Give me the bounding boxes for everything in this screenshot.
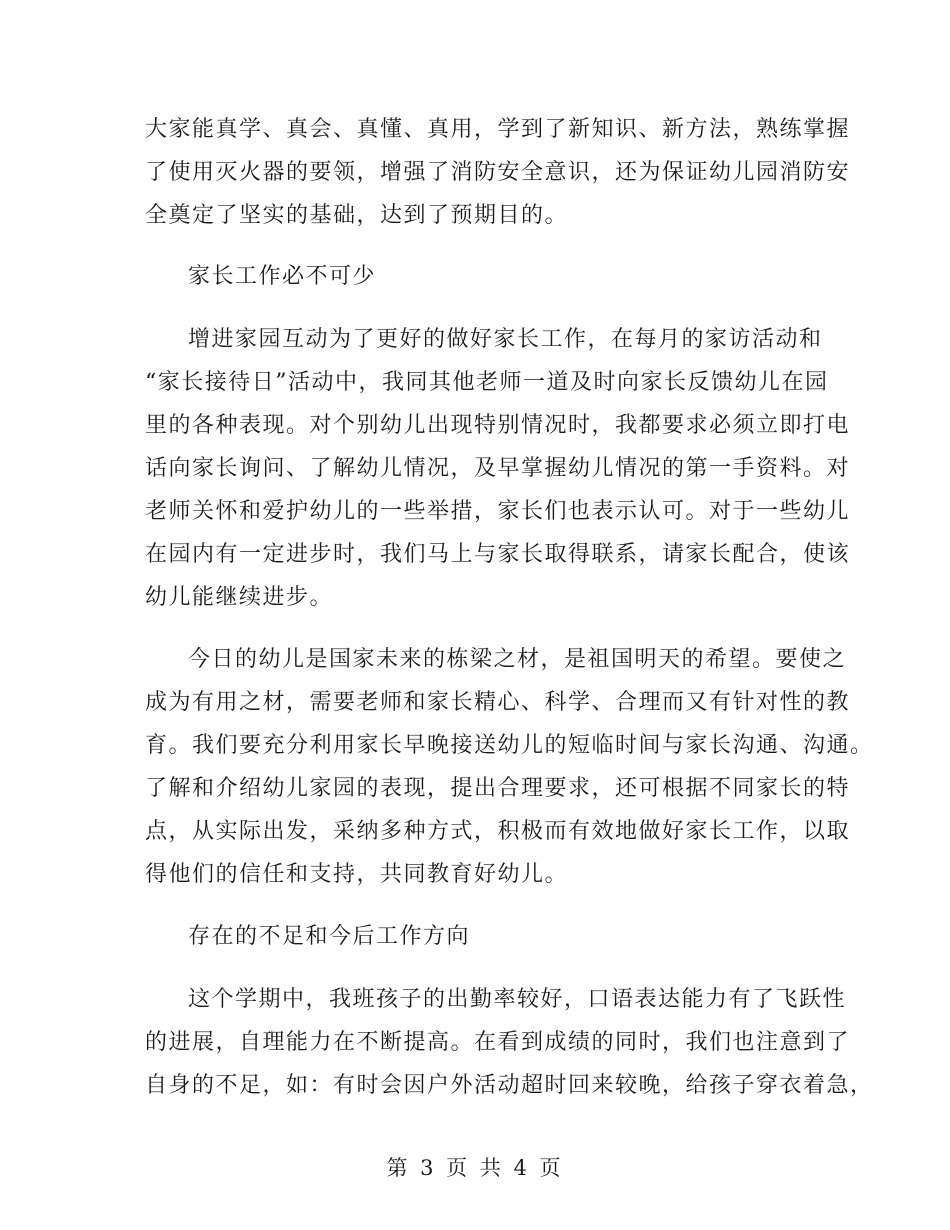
section-heading: 存在的不足和今后工作方向 bbox=[188, 924, 471, 949]
paragraph-line: 增进家园互动为了更好的做好家长工作，在每月的家访活动和 bbox=[188, 327, 823, 352]
page-number-footer: 第 3 页 共 4 页 bbox=[386, 1156, 564, 1180]
section-heading: 家长工作必不可少 bbox=[188, 264, 377, 289]
paragraph-line: 了使用灭火器的要领，增强了消防安全意识，还为保证幼儿园消防安 bbox=[145, 160, 851, 185]
paragraph-line: 了解和介绍幼儿家园的表现，提出合理要求，还可根据不同家长的特 bbox=[145, 776, 851, 801]
paragraph-line: 得他们的信任和支持，共同教育好幼儿。 bbox=[145, 862, 569, 887]
paragraph-line: 育。我们要充分利用家长早晚接送幼儿的短临时间与家长沟通、沟通。 bbox=[145, 733, 874, 758]
paragraph-line: 全奠定了坚实的基础，达到了预期目的。 bbox=[145, 203, 569, 228]
paragraph-line: 自身的不足，如：有时会因户外活动超时回来较晚，给孩子穿衣着急， bbox=[145, 1073, 874, 1098]
paragraph-line: 今日的幼儿是国家未来的栋梁之材，是祖国明天的希望。要使之 bbox=[188, 647, 847, 672]
paragraph-line: “家长接待日”活动中，我同其他老师一道及时向家长反馈幼儿在园 bbox=[145, 370, 829, 395]
paragraph-line: 的进展，自理能力在不断提高。在看到成绩的同时，我们也注意到了 bbox=[145, 1030, 851, 1055]
paragraph-line: 这个学期中，我班孩子的出勤率较好，口语表达能力有了飞跃性 bbox=[188, 987, 847, 1012]
paragraph-line: 里的各种表现。对个别幼儿出现特别情况时，我都要求必须立即打电 bbox=[145, 413, 851, 438]
paragraph-line: 老师关怀和爱护幼儿的一些举措，家长们也表示认可。对于一些幼儿 bbox=[145, 499, 851, 524]
paragraph-line: 成为有用之材，需要老师和家长精心、科学、合理而又有针对性的教 bbox=[145, 690, 851, 715]
paragraph-line: 大家能真学、真会、真懂、真用，学到了新知识、新方法，熟练掌握 bbox=[145, 117, 851, 142]
paragraph-line: 在园内有一定进步时，我们马上与家长取得联系，请家长配合，使该 bbox=[145, 542, 851, 567]
paragraph-line: 话向家长询问、了解幼儿情况，及早掌握幼儿情况的第一手资料。对 bbox=[145, 456, 851, 481]
paragraph-line: 点，从实际出发，采纳多种方式，积极而有效地做好家长工作，以取 bbox=[145, 819, 851, 844]
paragraph-line: 幼儿能继续进步。 bbox=[145, 585, 334, 610]
